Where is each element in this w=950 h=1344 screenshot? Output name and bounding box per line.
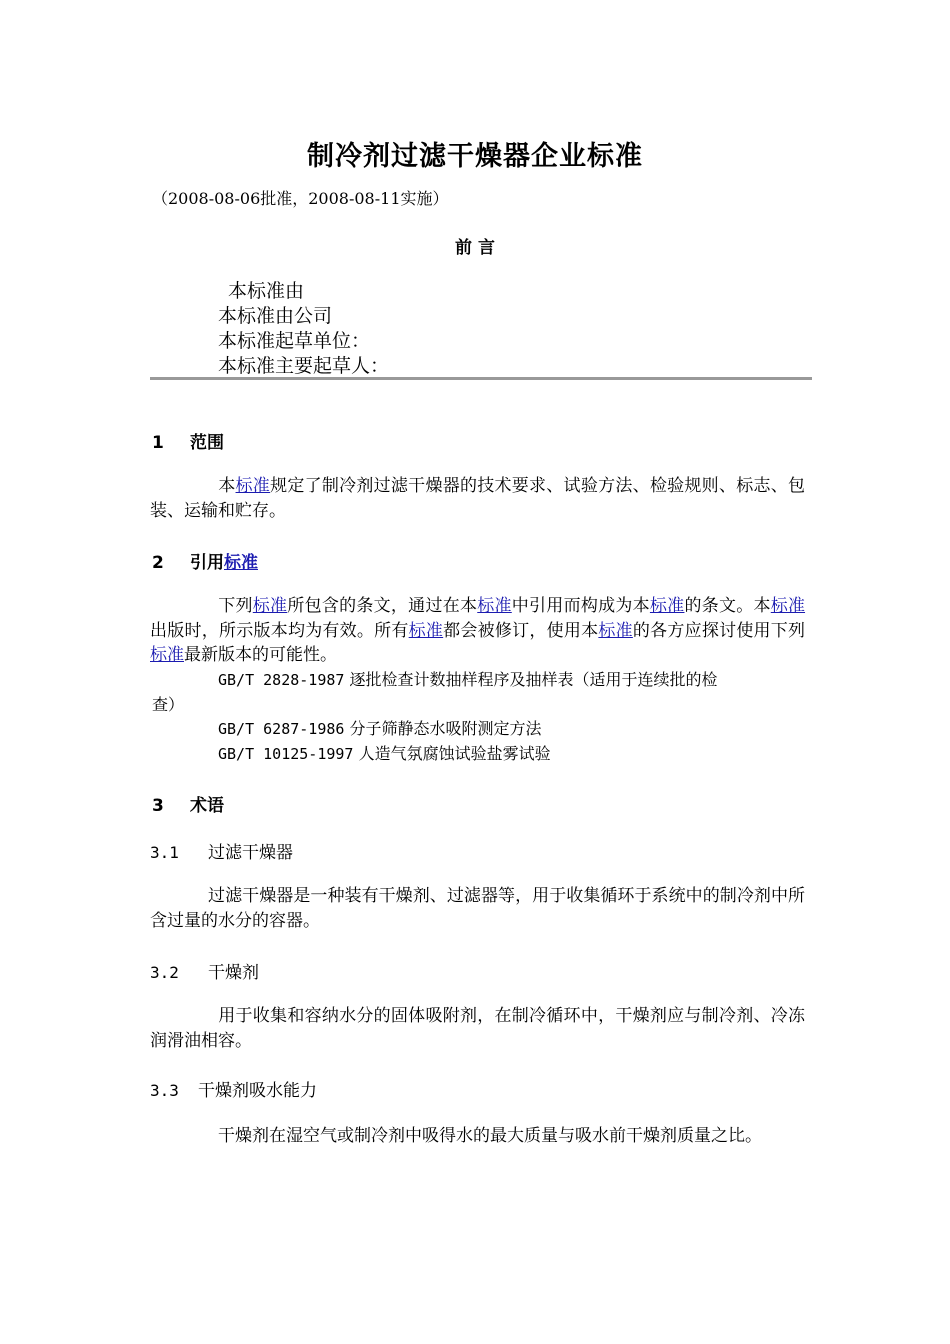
text: 最新版本的可能性。 [184,645,337,665]
subsection-number: 3.3 [150,1081,179,1100]
section-1-heading [152,428,224,453]
section-2-paragraph [150,594,805,668]
subsection-3-3-heading [150,1076,317,1101]
section-number: 1 [152,433,164,453]
subsection-title: 干燥剂吸水能力 [198,1081,317,1101]
text: 用于收集和容纳水分的固体吸附剂，在制冷循环中，干燥剂应与制冷剂、冷冻润滑油相容。 [150,1006,805,1051]
section-title: 范围 [190,433,224,453]
approval-dates: （2008-08-06批准，2008-08-11实施） [152,189,449,208]
subsection-title: 过滤干燥器 [208,843,293,863]
standard-link[interactable]: 标准 [770,596,806,616]
text: 本 [218,476,236,496]
text: 的条文。本 [684,596,771,616]
reference-name: 分子筛静态水吸附测定方法 [349,719,542,738]
foreword-line: 本标准由公司 [218,305,333,327]
subsection-title: 干燥剂 [208,963,259,983]
subsection-3-1-heading [150,838,293,863]
text: 干燥剂在湿空气或制冷剂中吸得水的最大质量与吸水前干燥剂质量之比。 [218,1126,762,1146]
reference-name: 逐批检查计数抽样程序及抽样表（适用于连续批的检 [349,670,718,689]
text: 规定了制冷剂过滤干燥器的技术要求、试验方法、检验规则、标志、包装、运输和贮存。 [150,476,806,521]
text: 所包含的条文，通过在本 [287,596,478,616]
subsection-number: 3.2 [150,963,179,982]
standard-link[interactable]: 标准 [598,620,633,641]
foreword-line: 本标准主要起草人： [218,355,390,377]
section-number: 2 [152,553,164,573]
subsection-number: 3.1 [150,843,179,862]
reference-item [218,717,542,742]
section-title: 术语 [190,796,224,816]
section-2-heading [152,548,258,573]
foreword-lines [218,279,389,379]
subsection-3-3-text [150,1124,805,1149]
document-title: 制冷剂过滤干燥器企业标准 [307,141,643,172]
subsection-3-1-text [150,884,805,933]
standard-link[interactable]: 标准 [408,620,444,641]
reference-code: GB/T 10125-1997 [218,745,354,763]
section-1-paragraph [150,474,805,523]
divider [150,377,812,380]
text: 都会被修订，使用本 [443,620,599,641]
foreword-line: 本标准由 [228,280,305,302]
foreword-heading: 前 言 [455,238,495,258]
standard-link[interactable]: 标准 [252,596,288,616]
section-number: 3 [152,796,164,816]
standard-link[interactable]: 标准 [649,596,685,616]
subsection-3-2-heading [150,958,259,983]
foreword-line: 本标准起草单位： [218,330,371,352]
reference-item [218,668,718,693]
reference-code: GB/T 6287-1986 [218,720,345,738]
text: 出版时，所示版本均为有效。所有 [150,620,409,641]
text: 的各方应探讨使用下列 [632,620,806,641]
standard-link[interactable]: 标准 [477,596,512,616]
section-3-heading [152,791,224,816]
subsection-3-2-text [150,1004,805,1053]
reference-code: GB/T 2828-1987 [218,671,345,689]
text: 中引用而构成为本 [511,596,650,616]
reference-name: 人造气氛腐蚀试验盐雾试验 [358,744,551,763]
standard-link[interactable]: 标准 [235,476,271,496]
standard-link[interactable]: 标准 [224,553,258,573]
section-title: 引用 [190,553,224,573]
text: 下列 [218,596,253,616]
reference-continuation: 查） [152,695,185,714]
text: 过滤干燥器是一种装有干燥剂、过滤器等，用于收集循环于系统中的制冷剂中所含过量的水分的容器。 [150,886,805,931]
standard-link[interactable]: 标准 [150,645,184,665]
reference-item [218,742,551,767]
